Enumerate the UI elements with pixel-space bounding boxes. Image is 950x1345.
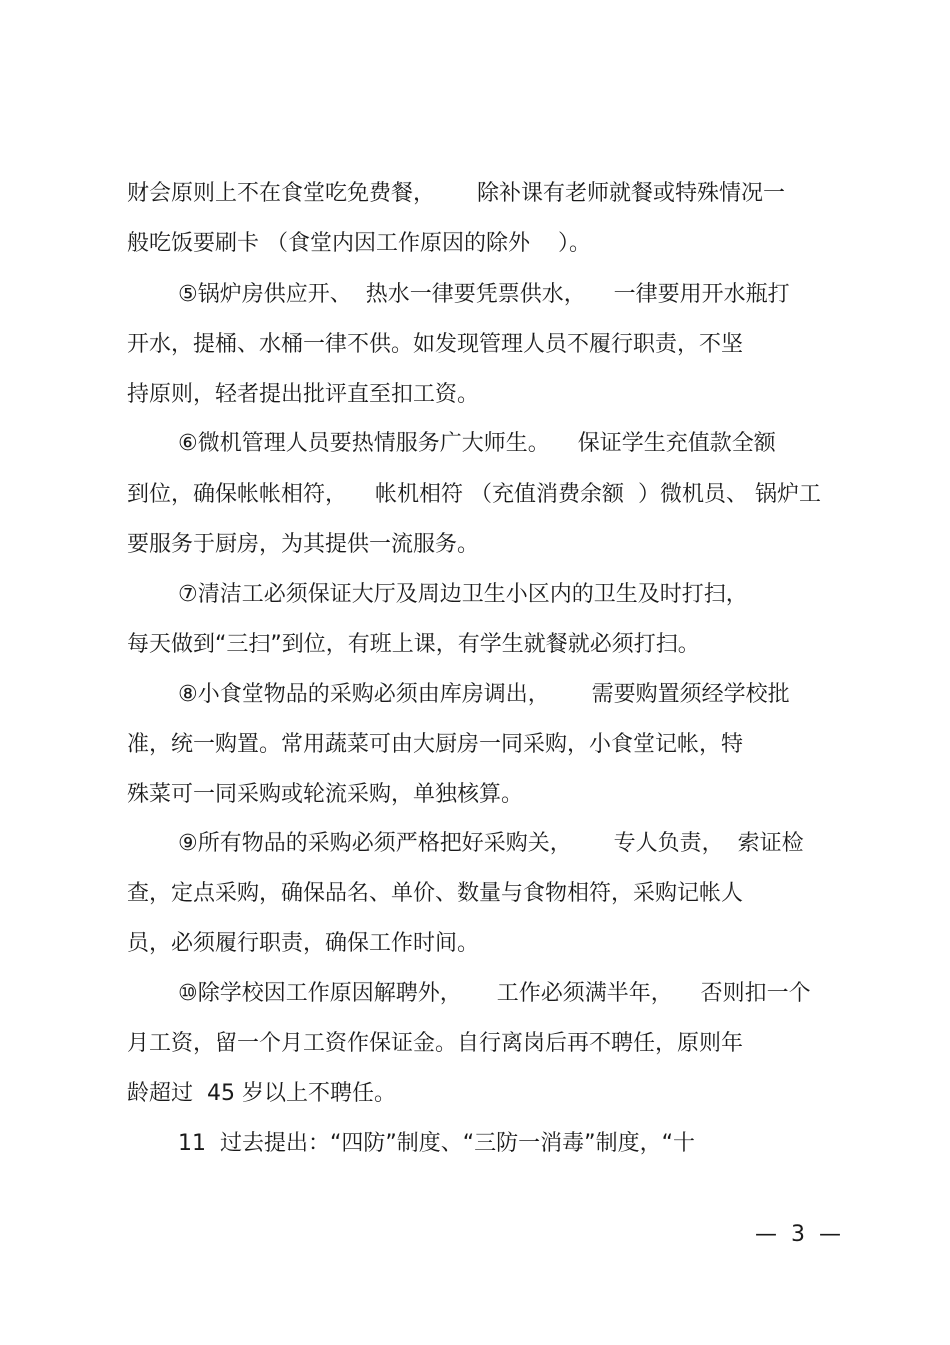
paragraph-line: 11 过去提出：“四防”制度、“三防一消毒”制度，“十 [178, 1131, 695, 1156]
paragraph-line: 财会原则上不在食堂吃免费餐， 除补课有老师就餐或特殊情况一 [127, 181, 785, 206]
paragraph-line: 月工资，留一个月工资作保证金。自行离岗后再不聘任，原则年 [127, 1031, 744, 1056]
paragraph-line: 要服务于厨房，为其提供一流服务。 [127, 532, 480, 557]
paragraph-line: ⑧小食堂物品的采购必须由库房调出， 需要购置须经学校批 [178, 682, 790, 707]
paragraph-line: ⑤锅炉房供应开、 热水一律要凭票供水， 一律要用开水瓶打 [178, 282, 790, 307]
page-number: — 3 — [755, 1222, 841, 1247]
paragraph-line: 准，统一购置。常用蔬菜可由大厨房一同采购，小食堂记帐，特 [127, 732, 744, 757]
paragraph-line: 般吃饭要刷卡 （食堂内因工作原因的除外 ）。 [127, 231, 591, 256]
paragraph-line: 持原则，轻者提出批评直至扣工资。 [127, 382, 480, 407]
paragraph-line: 龄超过 45 岁以上不聘任。 [127, 1081, 396, 1106]
paragraph-line: 到位，确保帐帐相符， 帐机相符 （充值消费余额 ）微机员、 锅炉工 [127, 482, 821, 507]
paragraph-line: ⑥微机管理人员要热情服务广大师生。 保证学生充值款全额 [178, 431, 776, 456]
paragraph-line: ⑨所有物品的采购必须严格把好采购关， 专人负责， 索证检 [178, 831, 804, 856]
paragraph-line: 开水，提桶、水桶一律不供。如发现管理人员不履行职责，不坚 [127, 332, 744, 357]
paragraph-line: 查，定点采购，确保品名、单价、数量与食物相符，采购记帐人 [127, 881, 744, 906]
paragraph-line: 员，必须履行职责，确保工作时间。 [127, 931, 480, 956]
paragraph-line: ⑩除学校因工作原因解聘外， 工作必须满半年， 否则扣一个 [178, 981, 811, 1006]
paragraph-line: ⑦清洁工必须保证大厅及周边卫生小区内的卫生及时打扫， [178, 582, 748, 607]
paragraph-line: 每天做到“三扫”到位，有班上课，有学生就餐就必须打扫。 [127, 632, 700, 657]
paragraph-line: 殊菜可一同采购或轮流采购，单独核算。 [127, 782, 524, 807]
